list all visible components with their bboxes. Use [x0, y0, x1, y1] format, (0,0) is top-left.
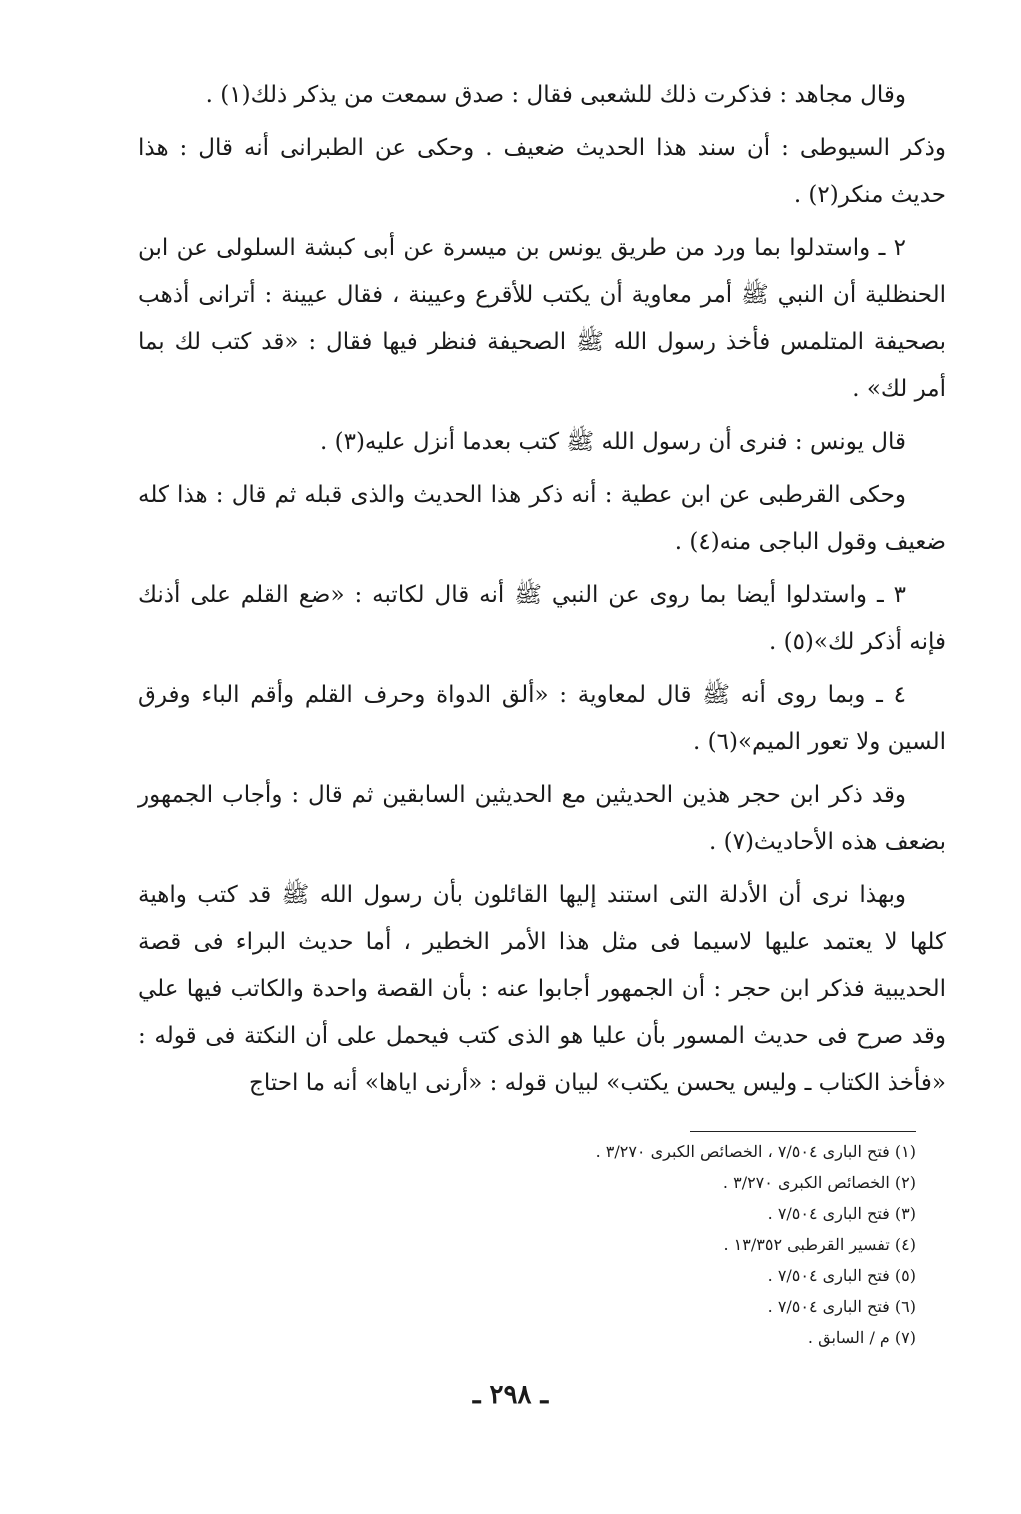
body-text [138, 72, 946, 1113]
paragraph: ٢ ـ واستدلوا بما ورد من طريق يونس بن ميسرة عن أبى كبشة السلولى عن ابن الحنظلية أن النبي ﷺ أمر معاوية أن يكتب للأقرع وعيينة ، فقال عيينة : أترانى أذهب بصحيفة المتلمس فأخذ رسول الله ﷺ الصحيفة فنظر فيها فقال : «قد كتب لك بما أمر لك» . [138, 235, 946, 402]
paragraph: وحكى القرطبى عن ابن عطية : أنه ذكر هذا الحديث والذى قبله ثم قال : هذا كله ضعيف وقول الباجى منه(٤) . [138, 482, 946, 555]
footnote: (٢) الخصائص الكبرى ٣/٢٧٠ . [722, 1173, 916, 1192]
footnote: (٦) فتح البارى ٧/٥٠٤ . [767, 1297, 916, 1316]
footnote: (٣) فتح البارى ٧/٥٠٤ . [767, 1204, 916, 1223]
paragraph: وذكر السيوطى : أن سند هذا الحديث ضعيف . وحكى عن الطبرانى أنه قال : هذا حديث منكر(٢) . [138, 135, 946, 208]
footnote-divider [690, 1131, 916, 1132]
paragraph: وبهذا نرى أن الأدلة التى استند إليها القائلون بأن رسول الله ﷺ قد كتب واهية كلها لا يعتمد عليها لاسيما فى مثل هذا الأمر الخطير ، أما حديث البراء فى قصة الحديبية فذكر ابن حجر : أن الجمهور أجابوا عنه : بأن القصة واحدة والكاتب فيها علي وقد صرح فى حديث المسور بأن عليا هو الذى كتب فيحمل على أن النكتة فى قوله : «فأخذ الكتاب ـ وليس يحسن يكتب» لبيان قوله : «أرنى اياها» أنه ما احتاج [138, 882, 946, 1096]
footnote: (٤) تفسير القرطبى ١٣/٣٥٢ . [723, 1235, 916, 1254]
paragraph: ٣ ـ واستدلوا أيضا بما روى عن النبي ﷺ أنه قال لكاتبه : «ضع القلم على أذنك فإنه أذكر لك»(٥) . [138, 582, 946, 655]
paragraph: وقال مجاهد : فذكرت ذلك للشعبى فقال : صدق سمعت من يذكر ذلك(١) . [205, 82, 906, 108]
paragraph: ٤ ـ وبما روى أنه ﷺ قال لمعاوية : «ألق الدواة وحرف القلم وأقم الباء وفرق السين ولا تعور الميم»(٦) . [138, 682, 946, 755]
footnote: (١) فتح البارى ٧/٥٠٤ ، الخصائص الكبرى ٣/٢٧٠ . [595, 1142, 916, 1161]
paragraph: قال يونس : فنرى أن رسول الله ﷺ كتب بعدما أنزل عليه(٣) . [319, 429, 906, 455]
footnotes [430, 1136, 916, 1353]
footnote: (٧) م / السابق . [807, 1328, 916, 1347]
footnote: (٥) فتح البارى ٧/٥٠٤ . [767, 1266, 916, 1285]
page-number: ـ ٢٩٨ ـ [472, 1380, 549, 1410]
paragraph: وقد ذكر ابن حجر هذين الحديثين مع الحديثين السابقين ثم قال : وأجاب الجمهور بضعف هذه الأحاديث(٧) . [138, 782, 946, 855]
